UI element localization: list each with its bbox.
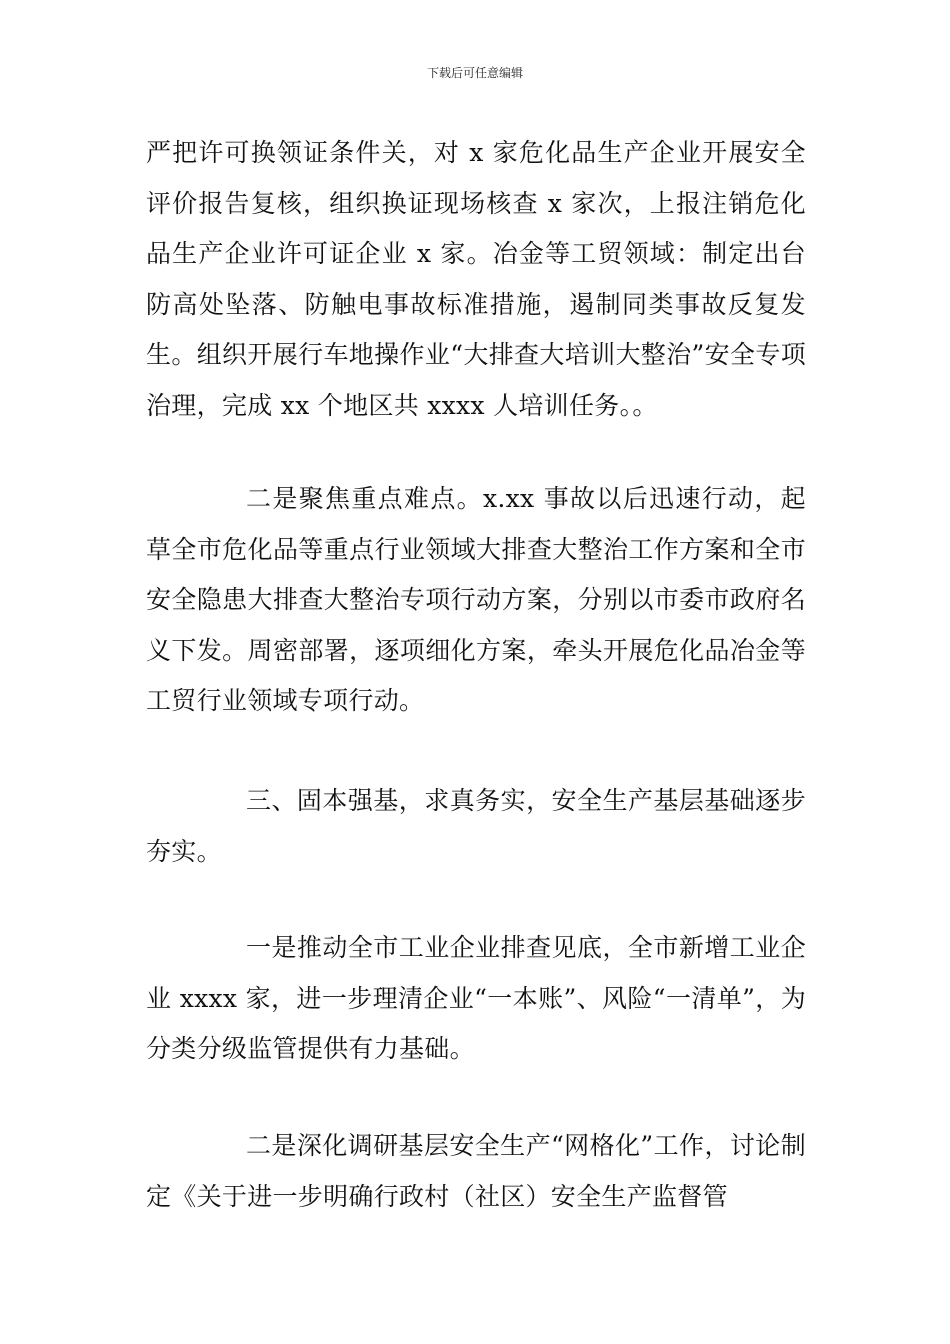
page-header: 下载后可任意编辑 <box>426 66 523 80</box>
paragraph-1: 严把许可换领证条件关，对 x 家危化品生产企业开展安全评价报告复核，组织换证现场核查 x 家次，上报注销危化品生产企业许可证企业 x 家。冶金等工贸领域：制定出台防高处坠落、防触电事故标准措施，遏制同类事故反复发生。组织开展行车地操作业“大排查大培训大整治”安全专项治理，完成 xx 个地区共 xxxx 人培训任务。。 <box>146 138 806 420</box>
paragraph-5: 二是深化调研基层安全生产“网格化”工作，讨论制定《关于进一步明确行政村（社区）安全生产监督管 <box>146 1131 806 1211</box>
paragraph-3-heading: 三、固本强基，求真务实，安全生产基层基础逐步夯实。 <box>146 786 806 866</box>
paragraph-4: 一是推动全市工业企业排查见底，全市新增工业企业 xxxx 家，进一步理清企业“一本账”、风险“一清单”，为分类分级监管提供有力基础。 <box>146 933 806 1063</box>
paragraph-2: 二是聚焦重点难点。x.xx 事故以后迅速行动，起草全市危化品等重点行业领域大排查大整治工作方案和全市安全隐患大排查大整治专项行动方案，分别以市委市政府名义下发。周密部署，逐项细化方案，牵头开展危化品冶金等工贸行业领域专项行动。 <box>146 484 806 715</box>
